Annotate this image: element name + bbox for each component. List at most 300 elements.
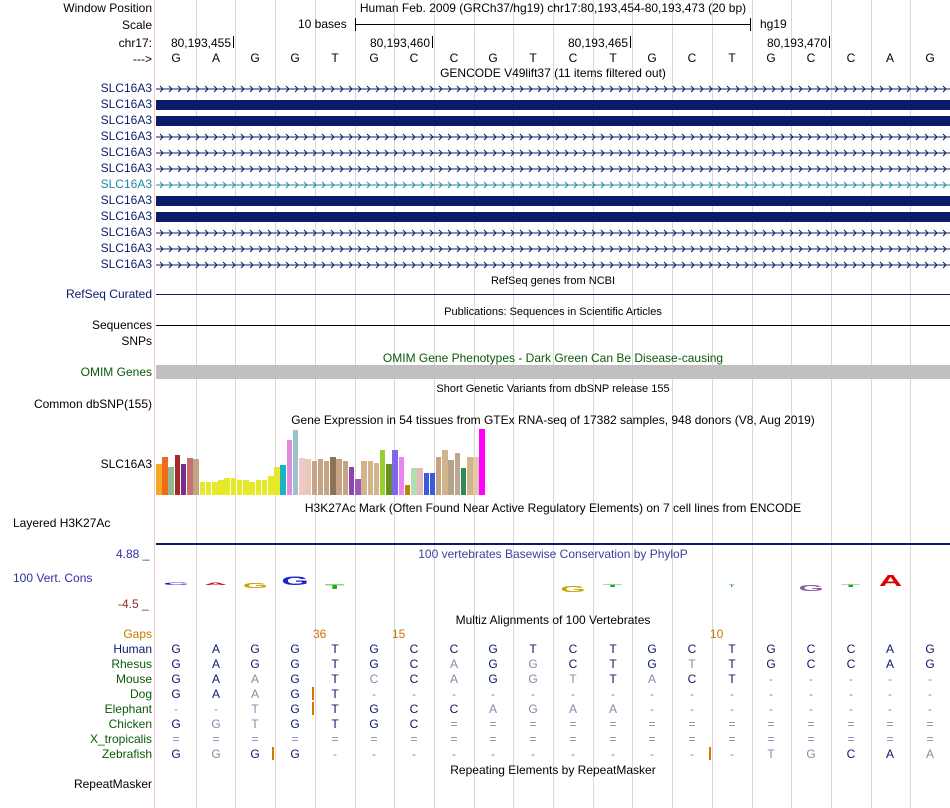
phylop-ymin: -4.5 _	[118, 597, 149, 611]
alignment-base: G	[925, 657, 935, 671]
gtex-tissue-bar[interactable]	[224, 478, 230, 495]
ruler-tick-mark	[432, 36, 433, 48]
alignment-base: -	[571, 747, 575, 761]
gtex-tissue-bar[interactable]	[168, 467, 174, 495]
alignment-base: G	[647, 642, 657, 656]
alignment-base: -	[690, 747, 694, 761]
alignment-base: -	[531, 687, 535, 701]
alignment-base: -	[809, 687, 813, 701]
alignment-base: -	[730, 702, 734, 716]
gtex-tissue-bar[interactable]	[156, 464, 162, 495]
alignment-base: -	[888, 687, 892, 701]
reference-base: G	[250, 51, 260, 65]
phylop-logo-glyph: T	[602, 583, 623, 588]
alignment-base: T	[331, 657, 339, 671]
scale-db: hg19	[760, 17, 787, 31]
reference-base: T	[728, 51, 736, 65]
gencode-item-label[interactable]: SLC16A3	[100, 193, 152, 207]
gap-count: 15	[392, 627, 406, 641]
snps-label[interactable]: SNPs	[121, 334, 152, 348]
phylop-logo-glyph: G	[798, 583, 824, 593]
alignment-base: -	[491, 747, 495, 761]
alignment-base: -	[333, 747, 337, 761]
phylop-logo-glyph: A	[204, 582, 228, 586]
alignment-base: =	[172, 732, 180, 746]
alignment-base: G	[171, 717, 181, 731]
species-label[interactable]: X_tropicalis	[89, 732, 152, 746]
alignment-base: G	[925, 642, 935, 656]
repeatmasker-label[interactable]: RepeatMasker	[73, 777, 152, 791]
gtex-tissue-bar[interactable]	[187, 458, 193, 495]
alignment-base: -	[888, 702, 892, 716]
h3k27ac-label[interactable]: Layered H3K27Ac	[13, 516, 111, 530]
species-label[interactable]: Chicken	[108, 717, 152, 731]
alignment-base: G	[369, 717, 379, 731]
gtex-tissue-bar[interactable]	[181, 464, 187, 495]
gtex-tissue-bar[interactable]	[461, 468, 467, 495]
gencode-item-label[interactable]: SLC16A3	[100, 145, 152, 159]
alignment-base: =	[847, 732, 855, 746]
gtex-tissue-bar[interactable]	[231, 478, 237, 495]
alignment-base: T	[728, 657, 736, 671]
alignment-base: G	[766, 657, 776, 671]
alignment-base: G	[250, 747, 260, 761]
gencode-item-label[interactable]: SLC16A3	[100, 113, 152, 127]
alignment-base: G	[171, 657, 181, 671]
alignment-base: G	[647, 657, 657, 671]
scale-label: Scale	[121, 18, 152, 32]
alignment-base: -	[531, 747, 535, 761]
phylop-logo-glyph: T	[841, 584, 861, 588]
ruler-tick-mark	[630, 36, 631, 48]
alignment-base: -	[730, 747, 734, 761]
chrom-label: chr17:	[118, 36, 152, 50]
pubs-label[interactable]: Sequences	[91, 318, 152, 332]
gtex-tissue-bar[interactable]	[249, 482, 255, 495]
gtex-tissue-bar[interactable]	[361, 461, 367, 495]
alignment-base: G	[290, 672, 300, 686]
alignment-base: T	[609, 642, 617, 656]
alignment-base: A	[250, 672, 259, 686]
gtex-tissue-bar[interactable]	[299, 458, 305, 495]
alignment-base: -	[730, 687, 734, 701]
species-label[interactable]: Mouse	[115, 672, 152, 686]
scale-bar-left-tick	[355, 18, 356, 31]
alignment-base: =	[767, 732, 775, 746]
alignment-base: A	[449, 657, 458, 671]
alignment-base: -	[452, 687, 456, 701]
alignment-base: -	[650, 747, 654, 761]
alignment-base: G	[290, 687, 300, 701]
scale-text: 10 bases	[298, 17, 347, 31]
pubs-line	[156, 325, 950, 326]
gtex-chart[interactable]	[156, 428, 556, 495]
alignment-base: =	[569, 717, 577, 731]
alignment-base: T	[767, 747, 775, 761]
alignment-base: A	[885, 642, 894, 656]
alignment-base: C	[568, 642, 578, 656]
alignment-base: G	[290, 717, 300, 731]
gencode-item-label[interactable]: SLC16A3	[100, 241, 152, 255]
reference-base: T	[529, 51, 537, 65]
alignment-base: G	[488, 672, 498, 686]
alignment-base: =	[450, 732, 458, 746]
phylop-logo-glyph: G	[242, 581, 268, 590]
ruler-tick-mark	[233, 36, 234, 48]
alignment-base: G	[290, 642, 300, 656]
alignment-base: =	[489, 717, 497, 731]
alignment-base: =	[926, 717, 934, 731]
gtex-tissue-bar[interactable]	[380, 450, 386, 495]
reference-base: G	[488, 51, 498, 65]
reference-base: G	[171, 51, 181, 65]
alignment-base: G	[290, 747, 300, 761]
gencode-intron-line[interactable]	[156, 84, 950, 94]
alignment-base: G	[528, 702, 538, 716]
gencode-exon-block[interactable]	[156, 212, 950, 222]
alignment-base: A	[211, 657, 220, 671]
refseq-title: RefSeq genes from NCBI	[490, 275, 616, 287]
alignment-base: A	[211, 672, 220, 686]
alignment-base: =	[370, 732, 378, 746]
ruler-tick-label: 80,193,470	[766, 36, 827, 50]
alignment-base: -	[491, 687, 495, 701]
alignment-base: -	[809, 702, 813, 716]
alignment-base: C	[806, 642, 816, 656]
phylop-ymax: 4.88 _	[116, 547, 150, 561]
gtex-tissue-bar[interactable]	[417, 468, 423, 495]
alignment-base: =	[847, 717, 855, 731]
omim-title: OMIM Gene Phenotypes - Dark Green Can Be Disease-causing	[382, 351, 724, 365]
alignment-base: G	[171, 642, 181, 656]
alignment-base: G	[211, 717, 221, 731]
strand-label: --->	[133, 52, 152, 66]
alignment-base: -	[571, 687, 575, 701]
gtex-tissue-bar[interactable]	[436, 457, 442, 495]
gencode-item-label[interactable]: SLC16A3	[100, 225, 152, 239]
alignment-base: =	[410, 732, 418, 746]
gap-count: 10	[710, 627, 724, 641]
gtex-tissue-bar[interactable]	[411, 468, 417, 495]
ruler-tick-label: 80,193,460	[369, 36, 430, 50]
alignment-base: =	[609, 732, 617, 746]
alignment-base: G	[250, 657, 260, 671]
gtex-tissue-bar[interactable]	[293, 430, 299, 495]
ruler-tick-label: 80,193,465	[567, 36, 628, 50]
dbsnp-label[interactable]: Common dbSNP(155)	[33, 397, 152, 411]
gencode-intron-line[interactable]	[156, 180, 950, 190]
alignment-base: C	[409, 642, 419, 656]
alignment-base: =	[529, 717, 537, 731]
alignment-base: -	[769, 702, 773, 716]
alignment-base: -	[412, 747, 416, 761]
alignment-base: T	[569, 672, 577, 686]
alignment-base: G	[211, 747, 221, 761]
alignment-base: G	[488, 642, 498, 656]
h3k27ac-baseline	[156, 543, 950, 545]
gtex-tissue-bar[interactable]	[287, 440, 293, 495]
alignment-base: G	[766, 642, 776, 656]
alignment-base: G	[369, 657, 379, 671]
gencode-item-label[interactable]: SLC16A3	[100, 257, 152, 271]
gencode-intron-line[interactable]	[156, 228, 950, 238]
gap-count: 36	[313, 627, 327, 641]
alignment-base: T	[251, 702, 259, 716]
gtex-tissue-bar[interactable]	[336, 459, 342, 495]
alignment-base: G	[250, 642, 260, 656]
alignment-base: G	[171, 747, 181, 761]
alignment-base: T	[609, 657, 617, 671]
alignment-base: =	[529, 732, 537, 746]
alignment-base: A	[568, 702, 577, 716]
alignment-base: -	[928, 672, 932, 686]
gtex-tissue-bar[interactable]	[256, 480, 262, 495]
alignment-base: A	[449, 672, 458, 686]
gtex-title: Gene Expression in 54 tissues from GTEx RNA-seq of 17382 samples, 948 donors (V8, Aug 2019)	[291, 413, 815, 427]
scale-bar-right-tick	[750, 18, 751, 31]
alignment-base: -	[769, 672, 773, 686]
alignment-base: T	[331, 702, 339, 716]
gtex-tissue-bar[interactable]	[405, 485, 411, 495]
gtex-tissue-bar[interactable]	[274, 467, 280, 495]
gtex-tissue-bar[interactable]	[237, 480, 243, 495]
alignment-base: A	[885, 747, 894, 761]
gtex-tissue-bar[interactable]	[318, 459, 324, 495]
alignment-base: -	[452, 747, 456, 761]
reference-base: G	[369, 51, 379, 65]
alignment-base: T	[728, 672, 736, 686]
reference-base: T	[331, 51, 339, 65]
gtex-tissue-bar[interactable]	[368, 461, 374, 495]
gtex-tissue-bar[interactable]	[268, 476, 274, 495]
alignment-base: =	[807, 717, 815, 731]
reference-base: C	[846, 51, 856, 65]
alignment-base: C	[687, 672, 697, 686]
gaps-label: Gaps	[123, 627, 152, 641]
gtex-tissue-bar[interactable]	[374, 463, 380, 495]
gtex-tissue-bar[interactable]	[355, 479, 361, 495]
gtex-tissue-bar[interactable]	[392, 450, 398, 495]
alignment-base: C	[449, 702, 459, 716]
gtex-tissue-bar[interactable]	[243, 480, 249, 495]
alignment-base: =	[609, 717, 617, 731]
gtex-tissue-bar[interactable]	[442, 450, 448, 495]
alignment-base: G	[488, 657, 498, 671]
gtex-tissue-bar[interactable]	[330, 457, 336, 495]
alignment-base: -	[690, 687, 694, 701]
gencode-exon-block[interactable]	[156, 116, 950, 126]
gtex-tissue-bar[interactable]	[386, 464, 392, 495]
gtex-tissue-bar[interactable]	[430, 473, 436, 495]
alignment-base: -	[849, 672, 853, 686]
gtex-tissue-bar[interactable]	[262, 480, 268, 495]
alignment-base: A	[925, 747, 934, 761]
alignment-base: G	[290, 702, 300, 716]
alignment-base: -	[611, 747, 615, 761]
omim-bar[interactable]	[156, 365, 950, 379]
alignment-base: =	[648, 717, 656, 731]
gtex-tissue-bar[interactable]	[479, 429, 485, 495]
alignment-base: T	[331, 717, 339, 731]
gtex-tissue-bar[interactable]	[455, 453, 461, 495]
gtex-tissue-bar[interactable]	[200, 482, 206, 495]
gtex-tissue-bar[interactable]	[218, 480, 224, 495]
alignment-base: T	[609, 672, 617, 686]
alignment-base: -	[849, 702, 853, 716]
alignment-base: -	[690, 702, 694, 716]
label-separator	[154, 0, 155, 808]
pubs-title: Publications: Sequences in Scientific Articles	[444, 306, 662, 318]
alignment-base: -	[611, 687, 615, 701]
gtex-tissue-bar[interactable]	[424, 473, 430, 495]
alignment-base: =	[886, 732, 894, 746]
alignment-base: -	[888, 672, 892, 686]
gtex-tissue-bar[interactable]	[324, 461, 330, 495]
alignment-base: -	[928, 687, 932, 701]
gencode-item-label[interactable]: SLC16A3	[100, 81, 152, 95]
alignment-base: =	[886, 717, 894, 731]
alignment-base: =	[728, 717, 736, 731]
alignment-base: =	[331, 732, 339, 746]
gtex-tissue-bar[interactable]	[280, 465, 286, 495]
species-label[interactable]: Elephant	[104, 702, 152, 716]
ruler-tick-mark	[829, 36, 830, 48]
reference-base: T	[609, 51, 617, 65]
phylop-logo-glyph: T	[324, 583, 345, 591]
h3k27ac-title: H3K27Ac Mark (Often Found Near Active Regulatory Elements) on 7 cell lines from ENCODE	[304, 501, 802, 515]
insertion-mark	[272, 747, 274, 760]
gencode-item-label[interactable]: SLC16A3	[100, 129, 152, 143]
alignment-base: G	[171, 672, 181, 686]
alignment-base: C	[687, 642, 697, 656]
gtex-tissue-bar[interactable]	[467, 457, 473, 495]
reference-base: C	[687, 51, 697, 65]
repeatmasker-title: Repeating Elements by RepeatMasker	[450, 763, 656, 777]
refseq-label[interactable]: RefSeq Curated	[65, 287, 152, 301]
phylop-logo-glyph: G	[281, 574, 309, 588]
gencode-intron-line[interactable]	[156, 260, 950, 270]
alignment-base: -	[928, 702, 932, 716]
refseq-line	[156, 294, 950, 295]
alignment-base: -	[174, 702, 178, 716]
reference-base: C	[568, 51, 578, 65]
phylop-title: 100 vertebrates Basewise Conservation by PhyloP	[418, 547, 688, 561]
species-label[interactable]: Rhesus	[111, 657, 152, 671]
alignment-base: A	[885, 657, 894, 671]
alignment-base: =	[251, 732, 259, 746]
alignment-base: C	[369, 672, 379, 686]
alignment-base: =	[569, 732, 577, 746]
alignment-base: T	[529, 642, 537, 656]
alignment-base: C	[409, 672, 419, 686]
gtex-tissue-bar[interactable]	[343, 461, 349, 495]
gtex-tissue-bar[interactable]	[206, 482, 212, 495]
gtex-tissue-bar[interactable]	[312, 461, 318, 495]
alignment-base: T	[688, 657, 696, 671]
reference-base: G	[925, 51, 935, 65]
species-label[interactable]: Human	[113, 642, 152, 656]
phylop-logo-glyph: A	[878, 572, 903, 590]
gencode-intron-line[interactable]	[156, 164, 950, 174]
alignment-base: -	[412, 687, 416, 701]
gtex-tissue-bar[interactable]	[473, 457, 479, 495]
alignment-base: C	[846, 657, 856, 671]
gencode-intron-line[interactable]	[156, 132, 950, 142]
gtex-tissue-bar[interactable]	[305, 459, 311, 495]
gencode-intron-line[interactable]	[156, 244, 950, 254]
gencode-title: GENCODE V49lift37 (11 items filtered out)	[440, 66, 666, 80]
gtex-tissue-bar[interactable]	[349, 467, 355, 495]
gtex-tissue-bar[interactable]	[448, 460, 454, 495]
gencode-item-label[interactable]: SLC16A3	[100, 209, 152, 223]
gtex-tissue-bar[interactable]	[193, 459, 199, 495]
gtex-tissue-bar[interactable]	[212, 482, 218, 495]
alignment-base: =	[688, 732, 696, 746]
insertion-mark	[709, 747, 711, 760]
alignment-base: G	[369, 702, 379, 716]
alignment-base: =	[648, 732, 656, 746]
multiz-title: Multiz Alignments of 100 Vertebrates	[455, 613, 651, 627]
alignment-base: T	[331, 642, 339, 656]
alignment-base: C	[449, 642, 459, 656]
phylop-logo-glyph: T	[728, 584, 735, 588]
alignment-base: G	[528, 657, 538, 671]
alignment-base: C	[409, 702, 419, 716]
gtex-label[interactable]: SLC16A3	[100, 457, 152, 471]
reference-base: C	[806, 51, 816, 65]
alignment-base: C	[846, 642, 856, 656]
gencode-item-label[interactable]: SLC16A3	[100, 161, 152, 175]
reference-base: G	[290, 51, 300, 65]
window-position-label: Window Position	[63, 1, 152, 15]
phylop-sequence-logo[interactable]	[156, 568, 950, 598]
species-label[interactable]: Zebrafish	[101, 747, 152, 761]
alignment-base: C	[568, 657, 578, 671]
insertion-mark	[312, 702, 314, 715]
omim-label[interactable]: OMIM Genes	[80, 365, 152, 379]
alignment-base: =	[489, 732, 497, 746]
alignment-base: C	[409, 717, 419, 731]
gtex-tissue-bar[interactable]	[399, 457, 405, 495]
species-label[interactable]: Dog	[129, 687, 152, 701]
gencode-exon-block[interactable]	[156, 100, 950, 110]
alignment-base: =	[728, 732, 736, 746]
gencode-exon-block[interactable]	[156, 196, 950, 206]
phylop-logo-glyph: G	[560, 584, 586, 594]
alignment-base: T	[331, 672, 339, 686]
alignment-base: -	[372, 687, 376, 701]
alignment-base: A	[608, 702, 617, 716]
gencode-intron-line[interactable]	[156, 148, 950, 158]
alignment-base: =	[291, 732, 299, 746]
alignment-base: A	[488, 702, 497, 716]
alignment-base: G	[806, 747, 816, 761]
alignment-base: C	[806, 657, 816, 671]
window-position-value: Human Feb. 2009 (GRCh37/hg19) chr17:80,193,454-80,193,473 (20 bp)	[359, 1, 747, 15]
gencode-item-label[interactable]: SLC16A3	[100, 97, 152, 111]
alignment-base: -	[849, 687, 853, 701]
phylop-logo-glyph: C	[163, 581, 189, 586]
alignment-base: -	[809, 672, 813, 686]
alignment-base: A	[211, 642, 220, 656]
reference-base: C	[449, 51, 459, 65]
gencode-item-label[interactable]: SLC16A3	[100, 177, 152, 191]
gtex-tissue-bar[interactable]	[175, 455, 181, 495]
alignment-base: -	[650, 687, 654, 701]
gtex-tissue-bar[interactable]	[162, 457, 168, 495]
phylop-label[interactable]: 100 Vert. Cons	[13, 571, 93, 585]
alignment-base: =	[212, 732, 220, 746]
